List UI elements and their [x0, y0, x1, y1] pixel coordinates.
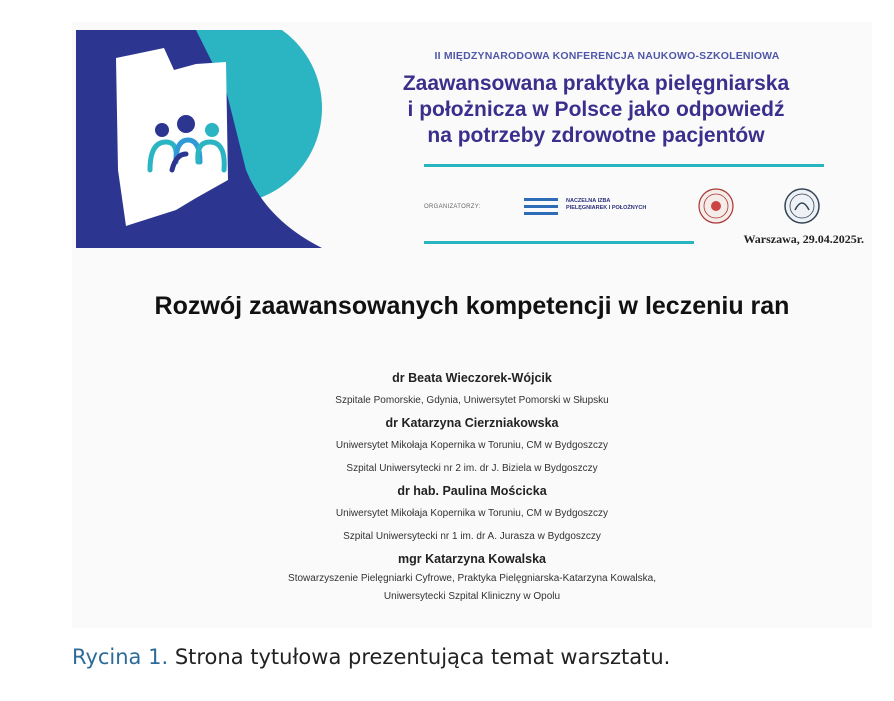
conference-title-line: Zaawansowana praktyka pielęgniarska [402, 72, 790, 95]
author-affiliation: Uniwersytecki Szpital Kliniczny w Opolu [383, 591, 561, 602]
university-seal-icon [696, 186, 736, 226]
conference-subtitle: II MIĘDZYNARODOWA KONFERENCJA NAUKOWO-SZKOLENIOWA [434, 50, 780, 62]
author-affiliation: Szpitale Pomorskie, Gdynia, Uniwersytet Pomorski w Słupsku [335, 395, 609, 406]
title-slide-image [72, 22, 872, 628]
divider-line-top [424, 164, 824, 167]
divider-line-bottom [424, 241, 694, 244]
organizers-label: ORGANIZATORZY: [424, 204, 481, 210]
author-affiliation: Stowarzyszenie Pielęgniarki Cyfrowe, Praktyka Pielęgniarska-Katarzyna Kowalska, [288, 573, 656, 584]
author-affiliation: Szpital Uniwersytecki nr 1 im. dr A. Jurasza w Bydgoszczy [343, 531, 601, 542]
author-name: dr hab. Paulina Mościcka [397, 484, 547, 498]
organizer-name-line: PIELĘGNIAREK I POŁOŻNYCH [566, 205, 647, 211]
talk-title: Rozwój zaawansowanych kompetencji w leczeniu ran [154, 292, 790, 320]
author-affiliation: Uniwersytet Mikołaja Kopernika w Toruniu, CM w Bydgoszczy [335, 440, 609, 451]
conference-title [356, 71, 836, 149]
author-name: dr Beata Wieczorek-Wójcik [392, 371, 552, 385]
author-name: dr Katarzyna Cierzniakowska [385, 416, 559, 430]
author-list [72, 367, 872, 606]
conference-date: Warszawa, 29.04.2025r. [743, 232, 864, 246]
author-name: mgr Katarzyna Kowalska [398, 552, 546, 566]
figure-caption-text: Strona tytułowa prezentująca temat warsztatu. [168, 645, 671, 669]
organizer-name-line: NACZELNA IZBA [566, 198, 611, 204]
author-affiliation: Uniwersytet Mikołaja Kopernika w Toruniu, CM w Bydgoszczy [335, 508, 609, 519]
organizer-name [566, 198, 686, 212]
figure-caption [72, 645, 872, 669]
conference-title-line: i położnicza w Polsce jako odpowiedź [407, 98, 785, 121]
conference-title-line: na potrzeby zdrowotne pacjentów [427, 124, 765, 147]
conference-logo [76, 30, 322, 248]
author-affiliation: Szpital Uniwersytecki nr 2 im. dr J. Biziela w Bydgoszczy [346, 463, 598, 474]
nipip-logo-icon [524, 195, 560, 219]
conference-banner [72, 22, 872, 247]
figure-caption-label: Rycina 1. [72, 645, 169, 669]
society-seal-icon [782, 186, 822, 226]
